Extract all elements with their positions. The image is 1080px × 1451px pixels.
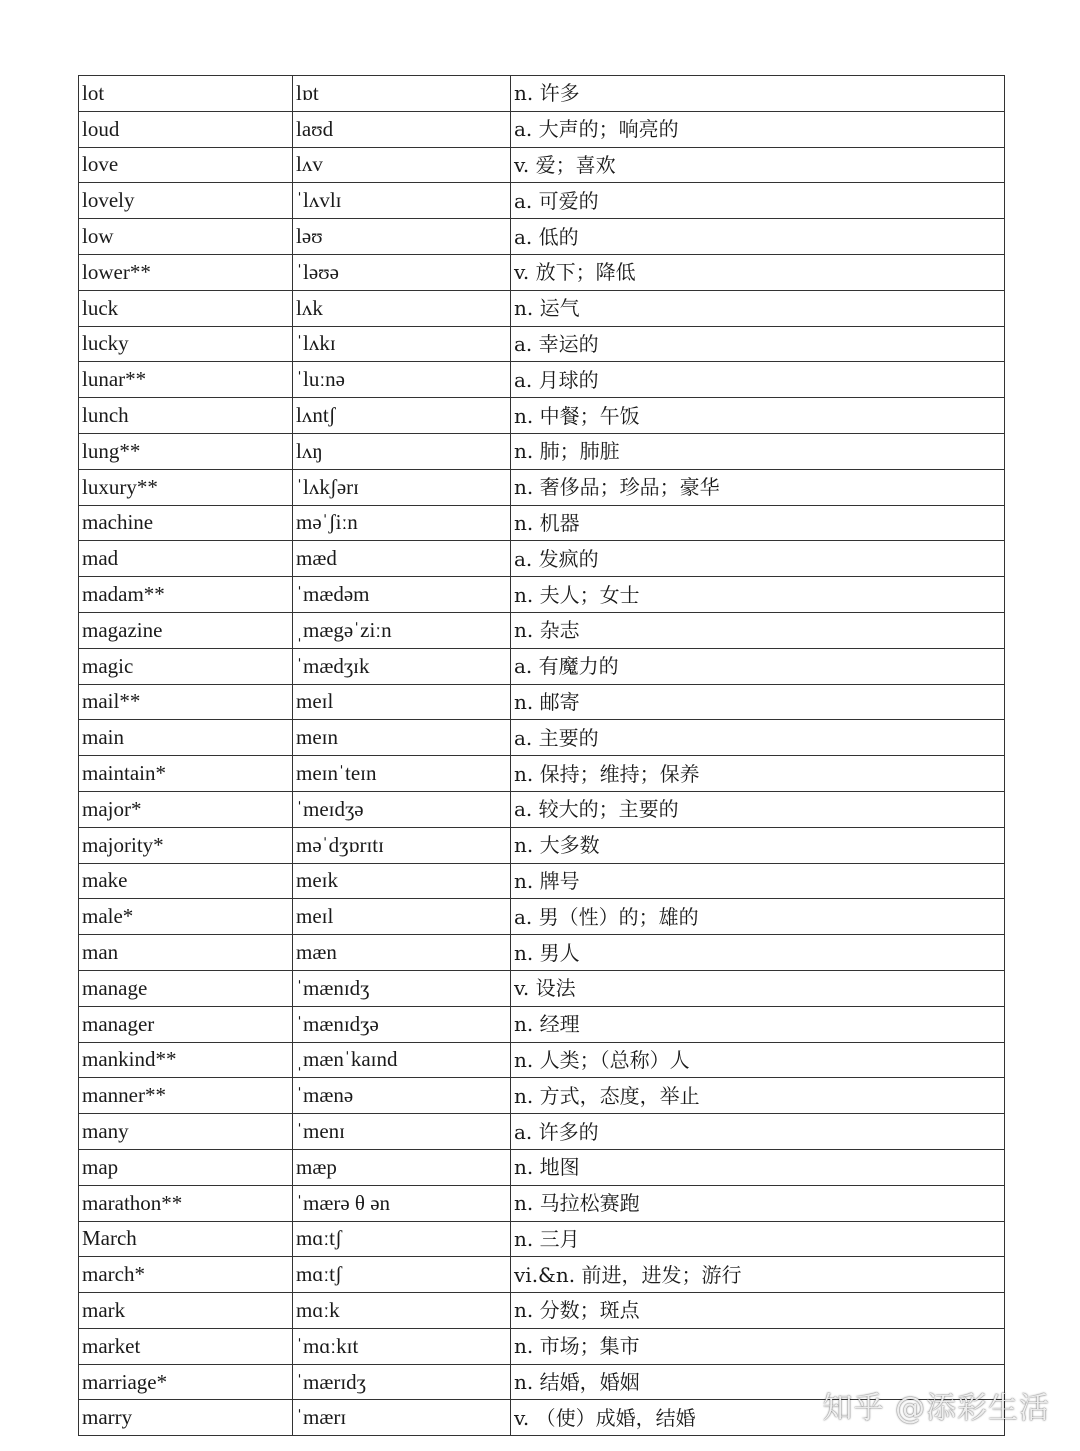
word-cell: magazine (79, 612, 293, 648)
word-cell: machine (79, 505, 293, 541)
meaning-cell: a. 男（性）的；雄的 (511, 899, 1005, 935)
phonetic-cell: ˈmænɪdʒə (293, 1006, 511, 1042)
table-row (79, 111, 1005, 147)
meaning-cell: n. 杂志 (511, 612, 1005, 648)
meaning-cell: a. 幸运的 (511, 326, 1005, 362)
vocabulary-table (78, 75, 1005, 1436)
meaning-cell: n. 牌号 (511, 863, 1005, 899)
word-cell: manager (79, 1006, 293, 1042)
meaning-cell: n. 夫人；女士 (511, 577, 1005, 613)
meaning-cell: n. 分数；斑点 (511, 1293, 1005, 1329)
phonetic-cell: meɪk (293, 863, 511, 899)
table-row (79, 1257, 1005, 1293)
table-row (79, 648, 1005, 684)
table-row (79, 577, 1005, 613)
table-row (79, 469, 1005, 505)
word-cell: mankind** (79, 1042, 293, 1078)
word-cell: mark (79, 1293, 293, 1329)
phonetic-cell: ˈmædəm (293, 577, 511, 613)
phonetic-cell: lʌŋ (293, 433, 511, 469)
table-row (79, 827, 1005, 863)
table-row (79, 254, 1005, 290)
word-cell: man (79, 935, 293, 971)
word-cell: map (79, 1149, 293, 1185)
table-row (79, 433, 1005, 469)
word-cell: low (79, 219, 293, 255)
word-cell: main (79, 720, 293, 756)
meaning-cell: a. 有魔力的 (511, 648, 1005, 684)
table-row (79, 147, 1005, 183)
phonetic-cell: ˌmænˈkaɪnd (293, 1042, 511, 1078)
phonetic-cell: ˈmænə (293, 1078, 511, 1114)
meaning-cell: a. 大声的；响亮的 (511, 111, 1005, 147)
phonetic-cell: lʌk (293, 290, 511, 326)
table-row (79, 1328, 1005, 1364)
table-row (79, 684, 1005, 720)
phonetic-cell: mæd (293, 541, 511, 577)
word-cell: lower** (79, 254, 293, 290)
watermark: 知乎 @添彩生活 (822, 1391, 1050, 1426)
table-row (79, 541, 1005, 577)
phonetic-cell: meɪl (293, 899, 511, 935)
table-row (79, 1042, 1005, 1078)
phonetic-cell: meɪnˈteɪn (293, 756, 511, 792)
table-row (79, 1006, 1005, 1042)
table-row (79, 970, 1005, 1006)
word-cell: lung** (79, 433, 293, 469)
phonetic-cell: lʌv (293, 147, 511, 183)
word-cell: major* (79, 791, 293, 827)
phonetic-cell: ˈlʌkʃərɪ (293, 469, 511, 505)
word-cell: mail** (79, 684, 293, 720)
meaning-cell: n. 马拉松赛跑 (511, 1185, 1005, 1221)
phonetic-cell: ˈmænɪdʒ (293, 970, 511, 1006)
table-row (79, 362, 1005, 398)
phonetic-cell: ˈmærə θ ən (293, 1185, 511, 1221)
meaning-cell: a. 较大的；主要的 (511, 791, 1005, 827)
phonetic-cell: ˈmærɪdʒ (293, 1364, 511, 1400)
table-row (79, 183, 1005, 219)
meaning-cell: n. 结婚，婚姻 (511, 1364, 1005, 1400)
meaning-cell: n. 邮寄 (511, 684, 1005, 720)
table-row (79, 1149, 1005, 1185)
meaning-cell: n. 经理 (511, 1006, 1005, 1042)
meaning-cell: n. 奢侈品；珍品；豪华 (511, 469, 1005, 505)
word-cell: love (79, 147, 293, 183)
table-row (79, 1293, 1005, 1329)
phonetic-cell: ˈlʌkɪ (293, 326, 511, 362)
word-cell: lovely (79, 183, 293, 219)
vocabulary-table-body (79, 76, 1005, 1436)
meaning-cell: n. 男人 (511, 935, 1005, 971)
phonetic-cell: mæn (293, 935, 511, 971)
phonetic-cell: ˌmægəˈziːn (293, 612, 511, 648)
word-cell: March (79, 1221, 293, 1257)
word-cell: majority* (79, 827, 293, 863)
meaning-cell: a. 月球的 (511, 362, 1005, 398)
word-cell: magic (79, 648, 293, 684)
meaning-cell: n. 许多 (511, 76, 1005, 112)
phonetic-cell: ˈluːnə (293, 362, 511, 398)
word-cell: make (79, 863, 293, 899)
meaning-cell: n. 方式，态度，举止 (511, 1078, 1005, 1114)
meaning-cell: n. 人类；（总称）人 (511, 1042, 1005, 1078)
phonetic-cell: ˈləʊə (293, 254, 511, 290)
word-cell: lot (79, 76, 293, 112)
phonetic-cell: lɒt (293, 76, 511, 112)
meaning-cell: v. （使）成婚，结婚 (511, 1400, 1005, 1436)
word-cell: madam** (79, 577, 293, 613)
phonetic-cell: mɑːtʃ (293, 1257, 511, 1293)
meaning-cell: v. 设法 (511, 970, 1005, 1006)
word-cell: lunch (79, 398, 293, 434)
meaning-cell: a. 主要的 (511, 720, 1005, 756)
phonetic-cell: laʊd (293, 111, 511, 147)
meaning-cell: a. 可爱的 (511, 183, 1005, 219)
phonetic-cell: meɪl (293, 684, 511, 720)
meaning-cell: n. 市场；集市 (511, 1328, 1005, 1364)
word-cell: luxury** (79, 469, 293, 505)
phonetic-cell: ˈmædʒɪk (293, 648, 511, 684)
table-row (79, 863, 1005, 899)
table-row (79, 935, 1005, 971)
table-row (79, 76, 1005, 112)
word-cell: manner** (79, 1078, 293, 1114)
table-row (79, 612, 1005, 648)
meaning-cell: n. 三月 (511, 1221, 1005, 1257)
word-cell: manage (79, 970, 293, 1006)
table-row (79, 791, 1005, 827)
phonetic-cell: mɑːtʃ (293, 1221, 511, 1257)
phonetic-cell: ˈmærɪ (293, 1400, 511, 1436)
word-cell: marathon** (79, 1185, 293, 1221)
word-cell: lucky (79, 326, 293, 362)
meaning-cell: n. 中餐；午饭 (511, 398, 1005, 434)
phonetic-cell: meɪn (293, 720, 511, 756)
phonetic-cell: ˈlʌvlɪ (293, 183, 511, 219)
table-row (79, 756, 1005, 792)
phonetic-cell: ˈmɑːkɪt (293, 1328, 511, 1364)
table-row (79, 720, 1005, 756)
word-cell: lunar** (79, 362, 293, 398)
phonetic-cell: ˈmeɪdʒə (293, 791, 511, 827)
phonetic-cell: məˈdʒɒrɪtɪ (293, 827, 511, 863)
table-row (79, 899, 1005, 935)
table-row (79, 219, 1005, 255)
word-cell: mad (79, 541, 293, 577)
meaning-cell: n. 运气 (511, 290, 1005, 326)
table-row (79, 1221, 1005, 1257)
phonetic-cell: ˈmenɪ (293, 1114, 511, 1150)
word-cell: male* (79, 899, 293, 935)
phonetic-cell: ləʊ (293, 219, 511, 255)
meaning-cell: v. 爱；喜欢 (511, 147, 1005, 183)
word-cell: luck (79, 290, 293, 326)
meaning-cell: n. 保持；维持；保养 (511, 756, 1005, 792)
meaning-cell: v. 放下；降低 (511, 254, 1005, 290)
word-cell: market (79, 1328, 293, 1364)
word-cell: marriage* (79, 1364, 293, 1400)
table-row (79, 1078, 1005, 1114)
meaning-cell: n. 地图 (511, 1149, 1005, 1185)
meaning-cell: a. 许多的 (511, 1114, 1005, 1150)
table-row (79, 1114, 1005, 1150)
word-cell: march* (79, 1257, 293, 1293)
word-cell: marry (79, 1400, 293, 1436)
meaning-cell: vi.&n. 前进，进发；游行 (511, 1257, 1005, 1293)
word-cell: maintain* (79, 756, 293, 792)
phonetic-cell: lʌntʃ (293, 398, 511, 434)
meaning-cell: n. 机器 (511, 505, 1005, 541)
table-row (79, 398, 1005, 434)
meaning-cell: a. 低的 (511, 219, 1005, 255)
phonetic-cell: mɑːk (293, 1293, 511, 1329)
table-row (79, 1185, 1005, 1221)
meaning-cell: n. 肺；肺脏 (511, 433, 1005, 469)
table-row (79, 290, 1005, 326)
phonetic-cell: mæp (293, 1149, 511, 1185)
table-row (79, 326, 1005, 362)
meaning-cell: n. 大多数 (511, 827, 1005, 863)
meaning-cell: a. 发疯的 (511, 541, 1005, 577)
phonetic-cell: məˈʃiːn (293, 505, 511, 541)
word-cell: many (79, 1114, 293, 1150)
table-row (79, 505, 1005, 541)
word-cell: loud (79, 111, 293, 147)
